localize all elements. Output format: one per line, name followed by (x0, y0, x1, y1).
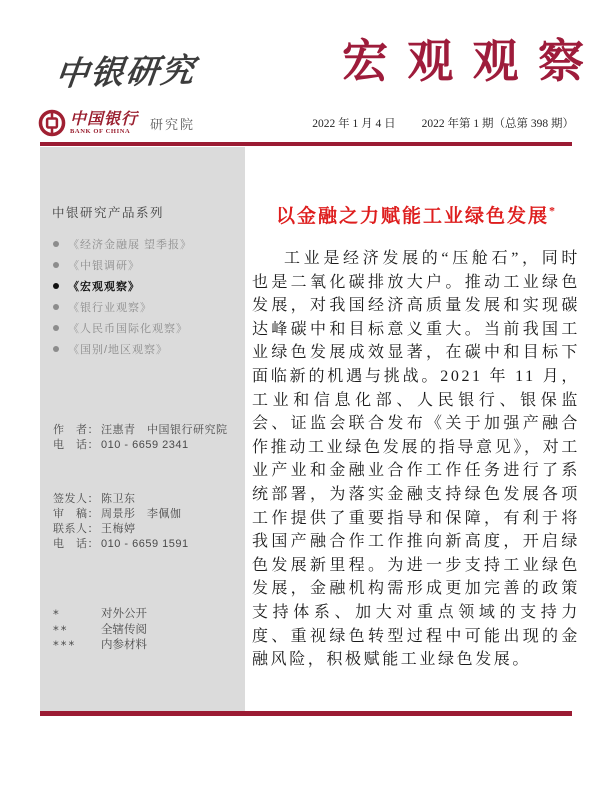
phone-value: 010 - 6659 2341 (101, 439, 189, 451)
product-series-title: 中银研究产品系列 (52, 206, 165, 220)
series-item-country-region-observation (40, 338, 245, 359)
series-item-label: 《中银调研》 (68, 259, 140, 272)
reviewer-label: 审 稿： (53, 508, 99, 520)
contact-person-value: 王梅婷 (101, 523, 136, 535)
bank-of-china-logo-icon (38, 109, 66, 137)
series-item-macro-observation-active (40, 275, 245, 296)
series-item-label: 《经济金融展 望季报》 (68, 238, 193, 251)
contact-person-row (53, 522, 238, 537)
title-footnote-asterisk: * (549, 203, 555, 218)
contact-phone-label: 电 话： (53, 538, 99, 550)
sidebar-panel (40, 147, 245, 712)
distribution-legend (53, 607, 238, 654)
masthead-title: 宏观观察 (342, 36, 604, 87)
reviewer-value: 周景彤 李佩伽 (101, 508, 182, 520)
issuer-label: 签发人： (53, 493, 99, 505)
contact-phone-value: 010 - 6659 1591 (101, 538, 189, 550)
contact-phone-row (53, 537, 238, 552)
legend-internal-label: 全辖传阅 (101, 623, 147, 636)
bank-name-cn: 中国银行 (70, 108, 139, 128)
article-title-text: 以金融之力赋能工业绿色发展 (275, 206, 549, 227)
author-contact-block (53, 423, 238, 453)
three-star-mark: *** (53, 638, 77, 652)
author-value: 汪惠青 中国银行研究院 (101, 424, 228, 436)
product-series-section (40, 203, 245, 359)
legend-restricted-label: 内参材料 (101, 639, 147, 651)
publication-date: 2022 年 1 月 4 日 (312, 118, 396, 130)
bullet-icon (53, 304, 59, 310)
series-item-label: 《人民币国际化观察》 (68, 322, 188, 335)
legend-internal-row (53, 623, 238, 639)
legend-public-row (53, 607, 238, 623)
article-abstract: 工业是经济发展的“压舱石”，同时也是二氧化碳排放大户。推动工业绿色发展，对我国经济高质量发展和实现碳达峰碳中和目标意义重大。当前我国工业绿色发展成效显著，在碳中和目标下面临新的机遇与挑战。2021 年 11 月，工业和信息化部、人民银行、银保监会、证监会联合发布《关于加强产融合作推动工业绿色发展的指导意见》，对工业产业和金融业合作工作任务进行了系统部署，为落实金融支持绿色发展各项工作提供了重要指导和保障，有利于将我国产融合作工作推向新高度，开启绿色发展新里程。为进一步支持工业绿色发展，金融机构需形成更加完善的政策支持体系、加大对重点领域的支持力度、重视绿色转型过程中可能出现的金融风险，积极赋能工业绿色发展。 (252, 250, 580, 669)
phone-label: 电 话： (53, 439, 99, 451)
institute-label: 研究院 (150, 116, 196, 132)
series-item-rmb-internationalization (40, 317, 245, 338)
author-row (53, 423, 238, 438)
two-star-mark: ** (53, 622, 69, 637)
header-logo-row (38, 107, 574, 139)
series-item-boc-survey (40, 254, 245, 275)
issuer-row (53, 492, 238, 507)
bullet-icon (53, 325, 59, 331)
contact-person-label: 联系人： (53, 523, 99, 535)
issuer-value: 陈卫东 (101, 493, 136, 505)
header-divider-rule (40, 142, 572, 146)
bank-wordmark (70, 108, 139, 136)
legend-public-label: 对外公开 (101, 608, 147, 620)
issue-number: 2022 年第 1 期（总第 398 期） (421, 118, 574, 130)
series-item-label: 《国别/地区观察》 (68, 343, 169, 356)
series-item-label: 《银行业观察》 (68, 301, 152, 314)
author-label: 作 者： (53, 424, 99, 436)
product-series-list (40, 233, 245, 359)
boc-research-calligraphy-logo: 中银研究 (53, 50, 199, 94)
approver-contact-block (53, 492, 238, 552)
bullet-icon (53, 241, 59, 247)
series-item-label: 《宏观观察》 (68, 280, 140, 293)
series-item-banking-observation (40, 296, 245, 317)
bullet-icon (53, 346, 59, 352)
reviewer-row (53, 507, 238, 522)
bank-name-en: BANK OF CHINA (70, 127, 131, 135)
bullet-icon (53, 283, 59, 289)
footer-divider-bar (40, 711, 572, 716)
legend-restricted-row (53, 638, 238, 654)
one-star-mark: * (53, 607, 61, 621)
series-item-economic-financial-outlook (40, 233, 245, 254)
author-phone-row (53, 438, 238, 453)
article-title (252, 201, 579, 228)
bullet-icon (53, 262, 59, 268)
